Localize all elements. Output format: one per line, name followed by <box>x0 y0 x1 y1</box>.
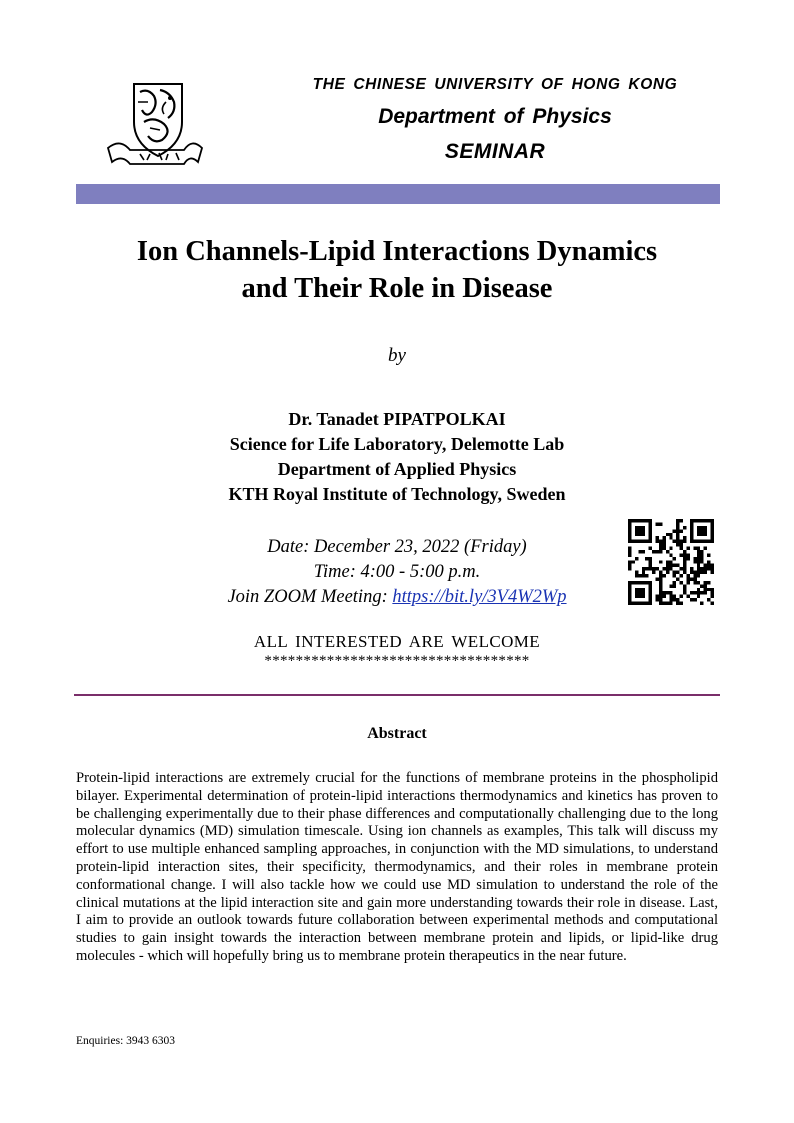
speaker-affiliation-institute: KTH Royal Institute of Technology, Sweden <box>228 484 566 504</box>
speaker-affiliation-lab: Science for Life Laboratory, Delemotte Lab <box>229 434 565 454</box>
cuhk-crest-logo <box>104 78 204 170</box>
talk-title-line-1: Ion Channels-Lipid Interactions Dynamics <box>136 236 658 267</box>
welcome-notice: ALL INTERESTED ARE WELCOME <box>253 632 541 651</box>
department-name: Department of Physics <box>378 105 612 128</box>
abstract-heading: Abstract <box>367 725 427 742</box>
header-color-band <box>76 184 720 204</box>
zoom-meeting-link[interactable]: https://bit.ly/3V4W2Wp <box>392 587 567 607</box>
zoom-line <box>150 585 644 610</box>
event-time: Time: 4:00 - 5:00 p.m. <box>313 562 481 582</box>
speaker-affiliation-department: Department of Applied Physics <box>277 459 517 479</box>
event-date: Date: December 23, 2022 (Friday) <box>267 537 527 557</box>
enquiries-contact: Enquiries: 3943 6303 <box>76 1035 176 1047</box>
event-type: SEMINAR <box>444 140 546 163</box>
abstract-body: Protein-lipid interactions are extremely crucial for the functions of membrane proteins in the phospholipid bilayer. Experimental determination of protein-lipid interactions thermodynamics and kinetics has proven to be challenging experimentally due to their phase differences and computationally challenging due to the long molecular dynamics (MD) simulation timescale. Using ion channels as examples, This talk will discuss my effort to use multiple enhanced sampling approaches, in conjunction with the MD simulations, to understand protein-lipid interaction sites, their specificity, thermodynamics, and their roles in membrane protein conformational change. I will also tackle how we could use MD simulation to understand the role of the clinical mutations at the lipid interaction site and gain more understanding towards their role in disease. Last, I aim to provide an outlook towards future collaboration between experimental methods and computational studies to gain insight towards the interaction between membrane protein and lipids, or lipid-like drug molecules - which will hopefully bring us to membrane protein therapeutics in the near future. <box>76 770 718 964</box>
section-divider <box>74 694 720 696</box>
speaker-name: Dr. Tanadet PIPATPOLKAI <box>288 409 506 429</box>
university-name: THE CHINESE UNIVERSITY OF HONG KONG <box>312 76 678 93</box>
speaker-block <box>100 407 694 507</box>
qr-code-icon <box>628 519 714 605</box>
by-label: by <box>388 345 406 366</box>
star-divider: ********************************** <box>264 653 530 669</box>
talk-title-line-2: and Their Role in Disease <box>241 273 553 304</box>
event-details <box>150 535 644 610</box>
talk-title <box>60 233 734 307</box>
zoom-label: Join ZOOM Meeting: <box>227 587 393 607</box>
